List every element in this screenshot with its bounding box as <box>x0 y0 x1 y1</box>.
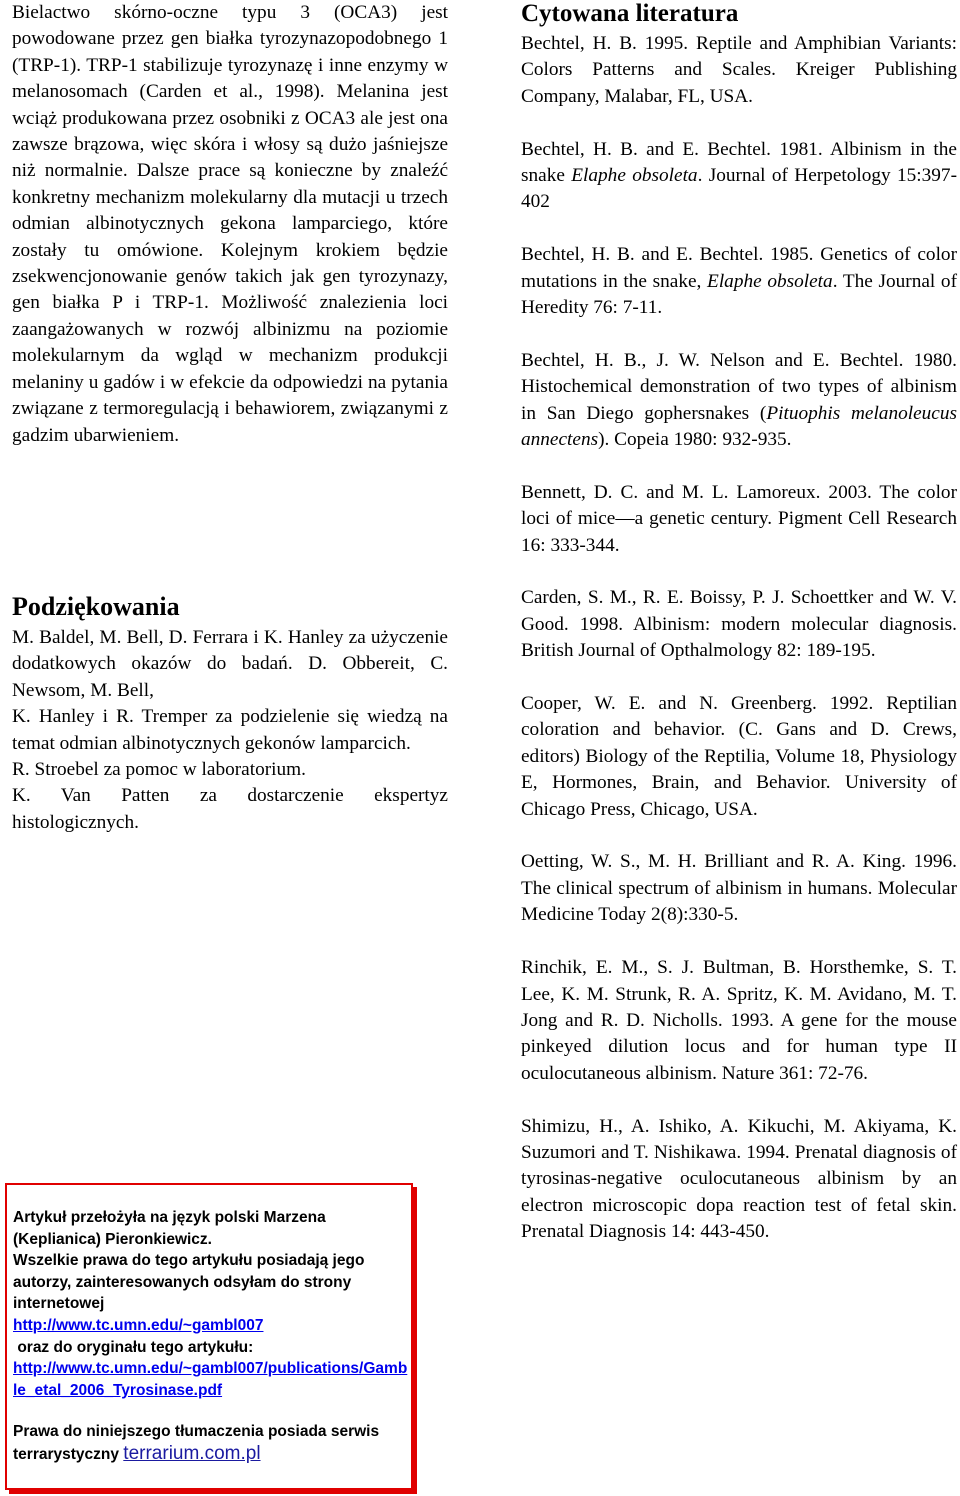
reference-text: Bechtel, H. B. and E. Bechtel. 1985. Genetics of color mutations in the snake, <box>521 244 957 292</box>
translation-credit-box <box>5 1183 413 1490</box>
references-heading: Cytowana literatura <box>521 0 739 27</box>
original-article-label: oraz do oryginału tego artykułu: <box>17 1338 254 1356</box>
reference-text: Bechtel, H. B. 1995. Reptile and Amphibian Variants: Colors Patterns and Scales. Kreiger Publishing Company, Malabar, FL, USA. <box>521 33 957 107</box>
reference-text: Oetting, W. S., M. H. Brilliant and R. A. King. 1996. The clinical spectrum of albinism in humans. Molecular Medicine Today 2(8):330-5. <box>521 851 957 926</box>
translator-credit: Artykuł przełożyła na język polski Marzena (Keplianica) Pieronkiewicz. <box>13 1209 326 1248</box>
credit-text <box>13 1207 409 1401</box>
rights-text: Prawa do niniejszego tłumaczenia posiada serwis terrarystyczny <box>13 1423 380 1463</box>
reference-text: . Journal of Herpetology 15:397-402 <box>521 165 957 213</box>
reference-species-name: Elaphe obsoleta <box>571 165 698 187</box>
ack-paragraph: K. Van Patten za dostarczenie ekspertyz histologicznych. <box>12 785 448 833</box>
ack-paragraph: M. Baldel, M. Bell, D. Ferrara i K. Hanley za użyczenie dodatkowych okazów do badań. D. Obbereit, C. Newsom, M. Bell, <box>12 627 448 701</box>
reference-entry <box>521 137 957 216</box>
reference-text: ). Copeia 1980: 932-935. <box>598 429 792 451</box>
reference-entry <box>521 480 957 559</box>
reference-text: Shimizu, H., A. Ishiko, A. Kikuchi, M. Akiyama, K. Suzumori and T. Nishikawa. 1994. Prenatal diagnosis of tyrosinas-negative oculocutaneous albinism by an electron microscopic dopa reaction test of fetal skin. Prenatal Diagnosis 14: 443-450. <box>521 1115 957 1243</box>
ack-paragraph: R. Stroebel za pomoc w laboratorium. <box>12 759 306 781</box>
acknowledgements-section <box>12 625 448 836</box>
reference-text: Bennett, D. C. and M. L. Lamoreux. 2003. The color loci of mice—a genetic century. Pigment Cell Research 16: 333-344. <box>521 481 957 556</box>
acknowledgements-heading: Podziękowania <box>12 592 180 621</box>
reference-text: Cooper, W. E. and N. Greenberg. 1992. Reptilian coloration and behavior. (C. Gans and D. Crews, editors) Biology of the Reptilia, Volume 18, Physiology E, Hormones, Brain, and Behavior. University of Chicago Press, Chicago, USA. <box>521 693 957 820</box>
reference-entry <box>521 31 957 110</box>
reference-entry <box>521 691 957 823</box>
reference-entry <box>521 348 957 454</box>
reference-species-name: Elaphe obsoleta <box>707 270 833 292</box>
reference-entry <box>521 242 957 321</box>
reference-text: Bechtel, H. B. and E. Bechtel. 1981. Albinism in the snake <box>521 138 957 187</box>
reference-entry <box>521 955 957 1087</box>
reference-entry <box>521 585 957 664</box>
reference-text: . The Journal of Heredity 76: 7-11. <box>521 270 957 319</box>
reference-species-name: Pituophis melanoleucus annectens <box>521 402 957 451</box>
ack-paragraph: K. Hanley i R. Tremper za podzielenie się wiedzą na temat odmian albinotycznych gekonów lamparcich. <box>12 706 448 754</box>
author-website-link[interactable]: http://www.tc.umn.edu/~gambl007 <box>13 1316 264 1334</box>
translation-rights <box>13 1421 409 1465</box>
reference-text: Rinchik, E. M., S. J. Bultman, B. Horsthemke, S. T. Lee, K. M. Strunk, R. A. Spritz, K. M. Avidano, M. T. Jong and R. D. Nicholls. 1993. A gene for the mouse pinkeyed dilution locus and for human type II oculocutaneous albinism. Nature 361: 72-76. <box>521 957 957 1084</box>
credit-box-shadow <box>413 1187 417 1494</box>
reference-text: Bechtel, H. B., J. W. Nelson and E. Bechtel. 1980. Histochemical demonstration of two types of albinism in San Diego gophersnakes ( <box>521 349 957 424</box>
reference-list <box>521 31 957 1272</box>
intro-paragraph: Bielactwo skórno-oczne typu 3 (OCA3) jest powodowane przez gen białka tyrozynazopodobnego 1 (TRP-1). TRP-1 stabilizuje tyrozynazę i inne enzymy w melanosomach (Carden et al., 1998). Melanina jest wciąż produkowana przez osobniki z OCA3 ale jest ona zawsze brązowa, więc skóra i włosy są dużo jaśniejsze niż normalnie. Dalsze prace są konieczne by znaleźć konkretny mechanizm molekularny dla mutacji u trzech odmian albinotycznych gekona lamparciego, które zostały tu omówione. Kolejnym krokiem będzie zsekwencjonowanie genów takich jak gen tyrozynazy, gen białka P i TRP-1. Możliwość znalezienia loci zaangażowanych w rozwój albinizmu na poziomie molekularnym da wgląd w mechanizm produkcji melaniny u gadów i w efekcie da odpowiedzi na pytania związane z termoregulacją i behawiorem, związanymi z gadzim ubarwieniem. <box>12 2 448 446</box>
terrarium-link[interactable]: terrarium.com.pl <box>123 1442 261 1464</box>
reference-entry <box>521 849 957 928</box>
credit-box-shadow <box>9 1490 417 1494</box>
copyright-note: Wszelkie prawa do tego artykułu posiadają jego autorzy, zainteresowanych odsyłam do strony internetowej <box>13 1252 365 1313</box>
original-article-link[interactable]: http://www.tc.umn.edu/~gambl007/publications/Gamble_etal_2006_Tyrosinase.pdf <box>13 1360 408 1399</box>
reference-text: Carden, S. M., R. E. Boissy, P. J. Schoettker and W. V. Good. 1998. Albinism: modern molecular diagnosis. British Journal of Opthalmology 82: 189-195. <box>521 587 957 662</box>
reference-entry <box>521 1114 957 1246</box>
